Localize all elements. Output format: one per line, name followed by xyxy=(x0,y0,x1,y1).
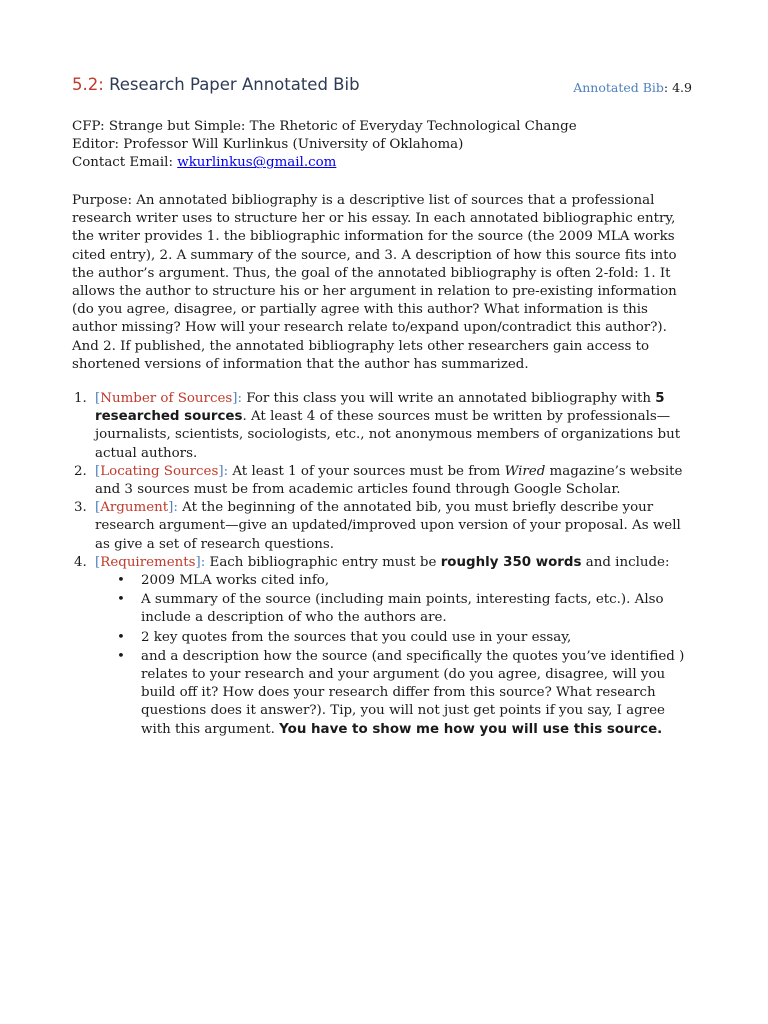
list-item xyxy=(72,554,692,739)
item-tag: [Locating Sources]: xyxy=(95,463,229,479)
item-text: . At least 4 of these sources must be written by professionals—journalists, scientists, sociologists, etc., not anonymous members of organizations but actual authors. xyxy=(95,409,681,461)
rubric-label: Annotated Bib xyxy=(573,80,664,95)
requirements-list xyxy=(72,390,692,740)
bullet-icon: • xyxy=(117,573,125,589)
item-tag: [Requirements]: xyxy=(95,554,206,570)
purpose-paragraph: Purpose: An annotated bibliography is a descriptive list of sources that a professional research writer uses to structure her or his essay. In each annotated bibliographic entry, the writer provides 1. the bibliographic information for the source (the 2009 MLA works cited entry), 2. A summary of the source, and 3. A description of how this source fits into the author’s argument. Thus, the goal of the annotated bibliography is often 2-fold: 1. It allows the author to structure his or her argument in relation to pre-existing information (do you agree, disagree, or partially agree with this author? What information is this author missing? How will your research relate to/expand upon/contradict this author?). And 2. If published, the annotated bibliography lets other researchers gain access to shortened versions of information that the author has summarized. xyxy=(72,193,677,372)
bullet-item: • 2009 MLA works cited info, xyxy=(117,572,692,590)
contact-email-link[interactable]: wkurlinkus@gmail.com xyxy=(177,155,337,171)
item-tag: [Number of Sources]: xyxy=(95,391,243,406)
cfp-line: CFP: Strange but Simple: The Rhetoric of Everyday Technological Change xyxy=(72,119,577,134)
call-for-papers-info xyxy=(72,118,692,173)
bullet-item: • A summary of the source (including main points, interesting facts, etc.). Also include a description of who the authors are. xyxy=(117,592,664,626)
item-text: At the beginning of the annotated bib, you must briefly describe your research argument—give an updated/improved upon version of your proposal. As well as give a set of research questions. xyxy=(95,500,681,552)
item-number: 4. xyxy=(74,554,87,570)
section-number: 5.2: xyxy=(72,75,104,94)
item-text: and include: xyxy=(581,554,670,570)
item-italic: Wired xyxy=(504,463,546,479)
rubric-separator: : xyxy=(663,80,669,95)
rubric-score xyxy=(573,79,692,97)
item-text: Each bibliographic entry must be xyxy=(205,554,441,570)
contact-line xyxy=(72,154,692,172)
bullet-item: • 2 key quotes from the sources that you could use in your essay, xyxy=(117,629,692,647)
bullet-icon: • xyxy=(117,629,125,645)
item-number: 2. xyxy=(74,463,87,479)
item-text: At least 1 of your sources must be from xyxy=(228,463,505,479)
item-emphasis: roughly 350 words xyxy=(440,554,582,570)
item-number: 1. xyxy=(74,391,87,406)
list-item xyxy=(72,463,692,499)
item-text: For this class you will write an annotated bibliography with xyxy=(242,391,656,406)
bullet-icon: • xyxy=(117,592,125,608)
purpose-section xyxy=(72,192,688,374)
item-number: 3. xyxy=(74,500,87,516)
header xyxy=(72,76,692,100)
bullet-icon: • xyxy=(117,648,125,664)
list-item xyxy=(72,499,692,554)
list-item xyxy=(72,390,692,463)
closing-emphasis: You have to show me how you will use this source. xyxy=(279,721,663,737)
rubric-value: 4.9 xyxy=(672,80,692,95)
sub-bullet-list xyxy=(95,572,692,739)
item-tag: [Argument]: xyxy=(95,500,178,516)
bullet-item: • and a description how the source (and specifically the quotes you’ve identified ) relates to your research and your argument (do you agree, disagree, will you build off it? How does your research differ from this source? What research questions does it answer?). Tip, you will not just get points if you say, I agree with this argument. You have to show me how you will use this source. xyxy=(117,648,685,737)
editor-line: Editor: Professor Will Kurlinkus (University of Oklahoma) xyxy=(72,137,464,153)
page-title xyxy=(72,76,360,94)
title-text: Research Paper Annotated Bib xyxy=(109,75,360,94)
item-text: magazine’s website and 3 sources must be from academic articles found through Google Scholar. xyxy=(95,463,683,498)
item-emphasis: 5 researched sources xyxy=(95,391,665,425)
contact-label: Contact Email: xyxy=(72,155,173,171)
